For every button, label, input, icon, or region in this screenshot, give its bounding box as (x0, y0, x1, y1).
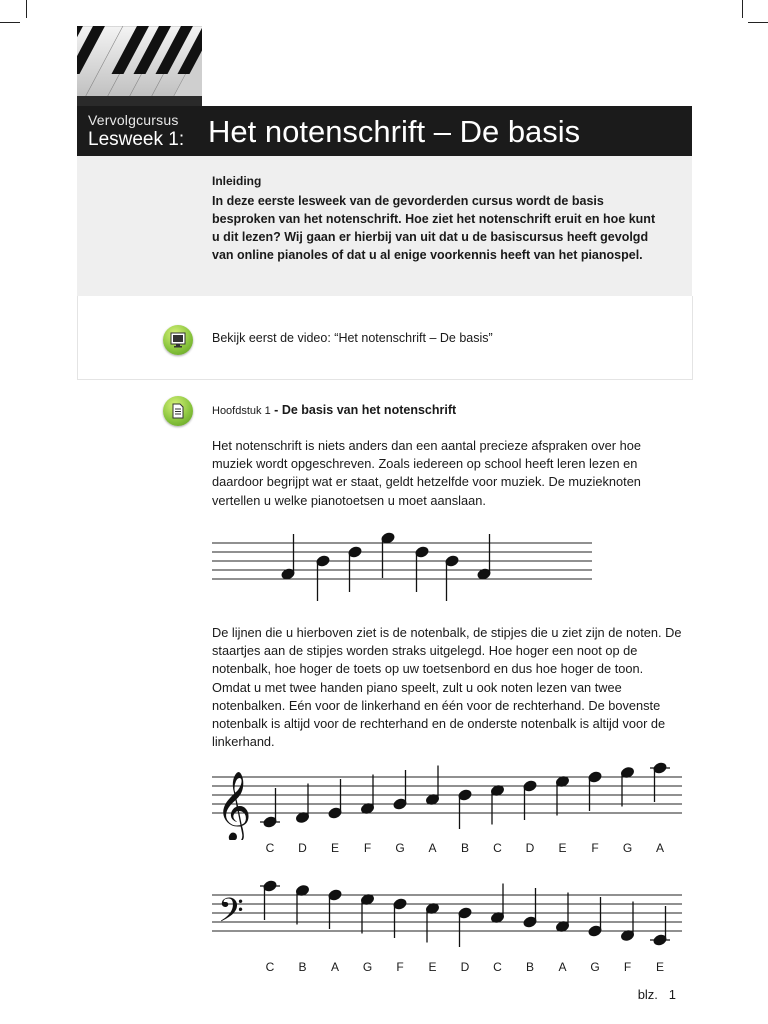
chapter-separator: - (270, 403, 282, 417)
note-name-label: A (558, 960, 567, 974)
note-name-label: E (330, 841, 340, 855)
example-staff (212, 528, 597, 606)
document-icon (163, 396, 193, 426)
note-name-label: F (396, 960, 404, 974)
note-name-label: D (460, 960, 470, 974)
chapter-label: Hoofdstuk 1 (212, 405, 271, 417)
note-name-label: C (265, 960, 275, 974)
intro-text: In deze eerste lesweek van de gevorderden cursus wordt de basis besproken van het notenschrift. Hoe ziet het notenschrift eruit en hoe kunt u dit lezen? Wij gaan er hierbij van uit dat u de basiscursus heeft gevolgd van online pianoles of dat u al enige voorkennis heeft van het pianospel. (212, 194, 656, 262)
note-name-label: E (428, 960, 437, 974)
page-title: Het notenschrift – De basis (208, 114, 581, 149)
note-name-label: B (460, 841, 470, 855)
note-name-label: G (362, 960, 373, 974)
course-name: Vervolgcursus (88, 112, 179, 128)
note-name-label: C (265, 841, 275, 855)
note-name-label: G (622, 841, 633, 855)
treble-note-labels (212, 841, 692, 857)
crop-mark (0, 22, 20, 23)
note-name-label: G (395, 841, 405, 855)
treble-clef-icon: 𝄞 (216, 771, 252, 840)
note-name-label: C (493, 960, 502, 974)
crop-mark (742, 0, 743, 18)
page-number-value: 1 (668, 987, 676, 1002)
paragraph-staff-explanation: De lijnen die u hierboven ziet is de notenbalk, de stipjes die u ziet zijn de noten. De staartjes aan de stipjes worden straks uitgelegd. Hoe hoger een noot op de notenbalk, hoe hoger de toets op uw toetsenbord en dus hoe hoger de toon. Omdat u met twee handen piano speelt, zult u ook noten lezen van twee notenbalken. Eén voor de linkerhand en één voor de rechterhand. De bovenste notenbalk is altijd voor de rechterhand en de onderste notenbalk is altijd voor de linkerhand. (212, 625, 682, 750)
bass-note-labels (212, 960, 692, 976)
note-name-label: F (363, 841, 372, 855)
note-name-label: C (493, 841, 502, 855)
page-number (638, 987, 676, 1002)
note-name-label: B (298, 960, 307, 974)
note-name-label: G (590, 960, 600, 974)
bass-staff (212, 878, 687, 958)
note-name-label: F (623, 960, 632, 974)
title-bar (77, 106, 692, 156)
monitor-icon[interactable] (163, 325, 193, 355)
note-name-label: E (558, 841, 567, 855)
video-link[interactable]: Bekijk eerst de video: “Het notenschrift – De basis” (212, 331, 493, 345)
week-label: Lesweek 1: (88, 129, 185, 150)
note-name-label: E (655, 960, 665, 974)
paragraph-intro: Het notenschrift is niets anders dan een aantal precieze afspraken over hoe muziek wordt opgeschreven. Zoals iedereen op school heeft leren lezen en daardoor begrijpt wat er staat, geldt hetzelfde voor muziek. De muzieknoten vertellen u welke pianotoetsen u moet aanslaan. (212, 438, 641, 508)
intro-box (77, 156, 692, 296)
note-name-label: D (298, 841, 307, 855)
page-label: blz. (637, 987, 658, 1002)
crop-mark (748, 22, 768, 23)
intro-heading: Inleiding (212, 174, 262, 188)
treble-staff (212, 760, 687, 840)
crop-mark (26, 0, 27, 18)
note-name-label: A (330, 960, 340, 974)
piano-keys-image (77, 26, 202, 108)
chapter-name: De basis van het notenschrift (281, 403, 457, 417)
bass-clef-icon: 𝄢 (218, 892, 244, 938)
note-name-label: F (591, 841, 599, 855)
note-name-label: B (525, 960, 535, 974)
note-name-label: D (525, 841, 535, 855)
note-name-label: A (428, 841, 437, 855)
video-box (77, 296, 693, 380)
chapter-heading (212, 403, 456, 417)
note-name-label: A (655, 841, 665, 855)
